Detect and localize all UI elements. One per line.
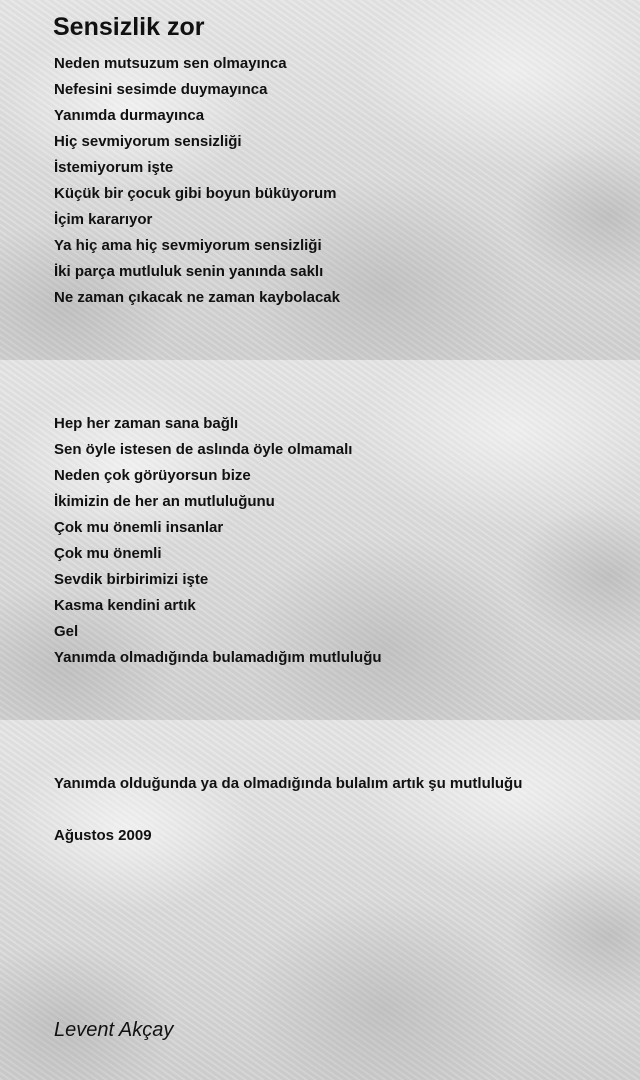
poem-line: Ya hiç ama hiç sevmiyorum sensizliği [54,237,322,254]
poem-line: Yanımda durmayınca [54,107,205,124]
poem-line: Hiç sevmiyorum sensizliği [54,133,242,150]
poem-title: Sensizlik zor [53,13,205,41]
poem-author: Levent Akçay [54,1019,174,1041]
poem-line: Küçük bir çocuk gibi boyun büküyorum [54,185,337,202]
poem-line: Hep her zaman sana bağlı [54,415,239,432]
poem-line: Yanımda olduğunda ya da olmadığında bulalım artık şu mutluluğu [54,775,523,792]
poem-line: Neden çok görüyorsun bize [54,467,251,484]
poem-line: Nefesini sesimde duymayınca [54,81,268,98]
stanza-2 [54,411,382,671]
poem-line: Sen öyle istesen de aslında öyle olmamalı [54,441,353,458]
stanza-1 [54,51,340,311]
poem-line: İçim kararıyor [54,211,153,228]
poem-line: İkimizin de her an mutluluğunu [54,493,275,510]
poem-date: Ağustos 2009 [54,827,152,844]
poem-line: İstemiyorum işte [54,159,174,176]
poem-line: Çok mu önemli [54,545,162,562]
poem-panel-1 [0,0,640,360]
poem-panel-2 [0,360,640,720]
poem-panel-3 [0,720,640,1080]
poem-line: Sevdik birbirimizi işte [54,571,209,588]
poem-line: Ne zaman çıkacak ne zaman kaybolacak [54,289,340,306]
poem-line: Neden mutsuzum sen olmayınca [54,55,287,72]
poem-line: İki parça mutluluk senin yanında saklı [54,263,324,280]
poem-line: Yanımda olmadığında bulamadığım mutluluğu [54,649,382,666]
poem-line: Çok mu önemli insanlar [54,519,224,536]
poem-line: Kasma kendini artık [54,597,196,614]
stanza-3 [54,771,522,797]
poem-line: Gel [54,623,79,640]
